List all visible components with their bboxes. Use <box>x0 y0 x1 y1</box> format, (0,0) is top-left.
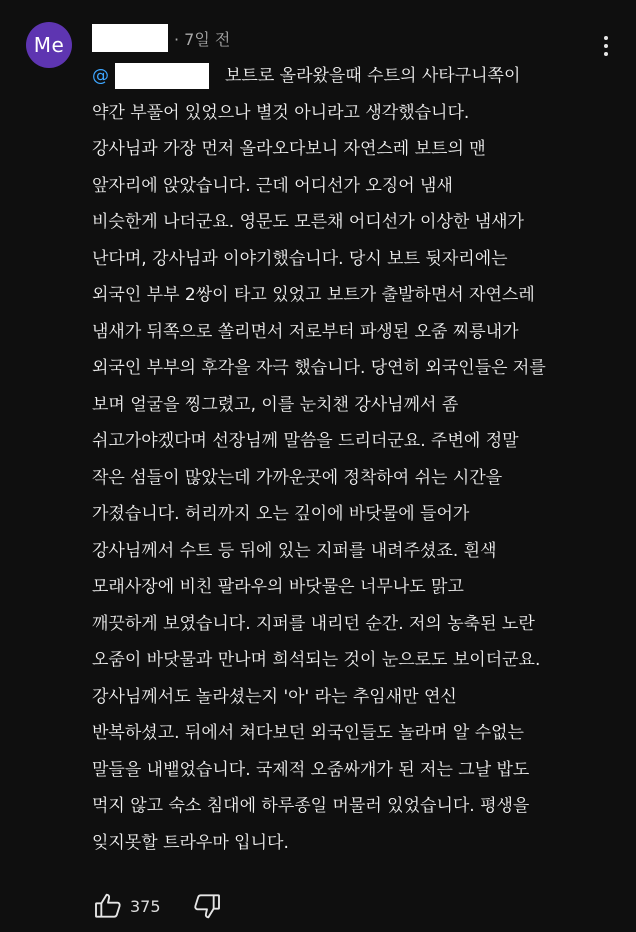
comment-line <box>92 58 612 95</box>
comment-line: 약간 부풀어 있었으나 별것 아니라고 생각했습니다. <box>92 102 470 123</box>
comment-line: 비슷한게 나더군요. 영문도 모른채 어디선가 이상한 냄새가 <box>92 212 524 232</box>
like-count: 375 <box>130 896 161 916</box>
thumbs-down-icon <box>191 890 223 922</box>
comment-line: 강사님과 가장 먼저 올라오다보니 자연스레 보트의 맨 <box>92 139 486 159</box>
avatar-initials: Me <box>33 33 65 57</box>
comment-line: 가졌습니다. 허리까지 오는 깊이에 바닷물에 들어가 <box>92 504 470 524</box>
comment-line: 외국인 부부의 후각을 자극 했습니다. 당연히 외국인들은 저를 <box>92 358 546 378</box>
comment-line: 강사님께서도 놀라셨는지 '아' 라는 추임새만 연신 <box>92 686 457 707</box>
dislike-button[interactable] <box>191 890 223 922</box>
comment-line: 난다며, 강사님과 이야기했습니다. 당시 보트 뒷자리에는 <box>92 248 508 269</box>
mention-at[interactable]: @ <box>92 66 109 86</box>
comment-line: 쉬고가야겠다며 선장님께 말씀을 드리더군요. 주변에 정말 <box>92 431 519 451</box>
author-name-redacted[interactable] <box>92 24 168 52</box>
comment-line: 오줌이 바닷물과 만나며 희석되는 것이 눈으로도 보이더군요. <box>92 650 541 670</box>
comment-timestamp[interactable]: · 7일 전 <box>174 29 231 49</box>
comment-line: 강사님께서 수트 등 뒤에 있는 지퍼를 내려주셨죠. 흰색 <box>92 540 497 561</box>
comment-text-first: 보트로 올라왔을때 수트의 사타구니쪽이 <box>225 66 521 86</box>
comment-body <box>92 58 612 861</box>
comment-actions <box>92 886 223 926</box>
mention-name-redacted[interactable] <box>115 63 209 89</box>
kebab-dot <box>604 52 608 56</box>
kebab-dot <box>604 36 608 40</box>
avatar[interactable] <box>26 22 72 68</box>
comment-line: 잊지못할 트라우마 입니다. <box>92 832 289 853</box>
comment-line: 깨끗하게 보였습니다. 지퍼를 내리던 순간. 저의 농축된 노란 <box>92 613 535 634</box>
comment-line: 냄새가 뒤쪽으로 쏠리면서 저로부터 파생된 오줌 찌릉내가 <box>92 321 519 342</box>
kebab-dot <box>604 44 608 48</box>
comment-line: 작은 섬들이 많았는데 가까운곳에 정착하여 쉬는 시간을 <box>92 467 503 488</box>
comment-line: 먹지 않고 숙소 침대에 하루종일 머물러 있었습니다. 평생을 <box>92 796 530 816</box>
like-button[interactable] <box>92 890 124 922</box>
comment-line: 반복하셨고. 뒤에서 쳐다보던 외국인들도 놀라며 알 수없는 <box>92 723 524 743</box>
comment-line: 모래사장에 비친 팔라우의 바닷물은 너무나도 맑고 <box>92 577 464 597</box>
comment-line: 보며 얼굴을 찡그렸고, 이를 눈치챈 강사님께서 좀 <box>92 394 459 415</box>
comment-line: 말들을 내뱉었습니다. 국제적 오줌싸개가 된 저는 그날 밥도 <box>92 759 530 780</box>
comment-header <box>92 24 230 52</box>
thumbs-up-icon <box>92 890 124 922</box>
comment-line: 외국인 부부 2쌍이 타고 있었고 보트가 출발하면서 자연스레 <box>92 285 535 305</box>
comment-line: 앞자리에 앉았습니다. 근데 어디선가 오징어 냄새 <box>92 175 453 196</box>
